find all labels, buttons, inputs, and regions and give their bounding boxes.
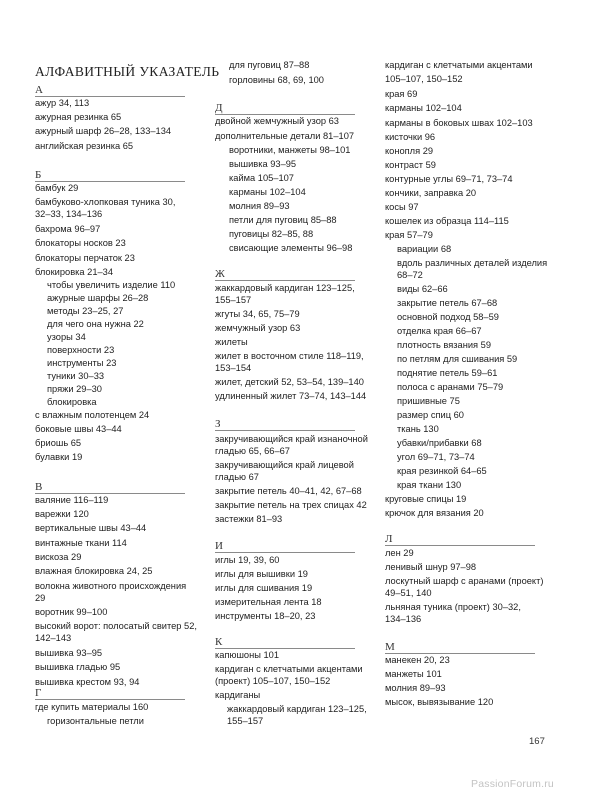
section-letter-g: Г <box>35 687 42 699</box>
index-subentry: убавки/прибавки 68 <box>397 438 482 448</box>
index-entry: где купить материалы 160 <box>35 702 149 712</box>
index-subentry: свисающие элементы 96–98 <box>229 243 353 253</box>
index-subentry: края ткани 130 <box>397 480 462 490</box>
index-subentry: пуговицы 82–85, 88 <box>229 229 314 239</box>
index-subentry: карманы 102–104 <box>229 187 306 197</box>
index-subentry: для пуговиц 87–88 <box>229 60 310 70</box>
index-entry: вискоза 29 <box>35 552 82 562</box>
index-subentry: основной подход 58–59 <box>397 312 499 322</box>
index-entry: винтажные ткани 114 <box>35 538 127 548</box>
index-entry: иглы для вышивки 19 <box>215 569 308 579</box>
index-entry: крючок для вязания 20 <box>385 508 484 518</box>
index-entry: вышивка крестом 93, 94 <box>35 677 140 687</box>
index-subentry: туники 30–33 <box>47 371 105 381</box>
index-entry: 142–143 <box>35 633 72 643</box>
section-letter-z: З <box>215 418 221 430</box>
index-entry: лен 29 <box>385 548 414 558</box>
index-entry: волокна животного происхождения <box>35 581 187 591</box>
index-entry: закрытие петель на трех спицах 42 <box>215 500 367 510</box>
index-subentry: воротники, манжеты 98–101 <box>229 145 351 155</box>
index-entry: края 57–79 <box>385 230 433 240</box>
index-subentry: поднятие петель 59–61 <box>397 368 498 378</box>
index-entry: кардиганы <box>215 690 261 700</box>
index-entry: 134–136 <box>385 614 422 624</box>
index-entry: края 69 <box>385 89 418 99</box>
index-entry: кисточки 96 <box>385 132 436 142</box>
watermark: PassionForum.ru <box>471 778 554 790</box>
index-entry: 105–107, 150–152 <box>385 74 463 84</box>
index-entry: застежки 81–93 <box>215 514 283 524</box>
index-entry: закрытие петель 40–41, 42, 67–68 <box>215 486 362 496</box>
index-entry: жгуты 34, 65, 75–79 <box>215 309 300 319</box>
index-subentry: вдоль различных деталей изделия <box>397 258 548 268</box>
index-entry: карманы 102–104 <box>385 103 462 113</box>
index-entry: с влажным полотенцем 24 <box>35 410 150 420</box>
index-subentry: молния 89–93 <box>229 201 290 211</box>
index-subentry: вышивка 93–95 <box>229 159 297 169</box>
index-entry: карманы в боковых швах 102–103 <box>385 118 533 128</box>
index-entry: косы 97 <box>385 202 419 212</box>
section-divider <box>215 280 355 281</box>
index-entry: гладью 65, 66–67 <box>215 446 290 456</box>
index-entry: воротник 99–100 <box>35 607 108 617</box>
index-entry: 155–157 <box>215 295 252 305</box>
index-subentry: узоры 34 <box>47 332 86 342</box>
index-subentry: жаккардовый кардиган 123–125, <box>227 704 367 714</box>
section-letter-d: Д <box>215 102 223 114</box>
section-letter-k: К <box>215 636 223 648</box>
index-subentry: блокировка <box>47 397 97 407</box>
index-subentry: отделка края 66–67 <box>397 326 482 336</box>
index-entry: (проект) 105–107, 150–152 <box>215 676 331 686</box>
index-entry: высокий ворот: полосатый свитер 52, <box>35 621 197 631</box>
index-entry: капюшоны 101 <box>215 650 279 660</box>
index-entry: конопля 29 <box>385 146 434 156</box>
index-entry: ленивый шнур 97–98 <box>385 562 477 572</box>
index-entry: блокаторы носков 23 <box>35 238 126 248</box>
index-entry: варежки 120 <box>35 509 89 519</box>
index-subentry: пришивные 75 <box>397 396 460 406</box>
index-entry: английская резинка 65 <box>35 141 134 151</box>
index-entry: мысок, вывязывание 120 <box>385 697 494 707</box>
page-title: АЛФАВИТНЫЙ УКАЗАТЕЛЬ <box>35 64 220 79</box>
index-entry: дополнительные детали 81–107 <box>215 131 355 141</box>
index-entry: жилеты <box>215 337 248 347</box>
section-letter-a: А <box>35 84 43 96</box>
index-entry: вышивка 93–95 <box>35 648 103 658</box>
index-entry: кончики, заправка 20 <box>385 188 477 198</box>
index-subentry: петли для пуговиц 85–88 <box>229 215 337 225</box>
section-letter-b: Б <box>35 169 42 181</box>
index-subentry: вариации 68 <box>397 244 452 254</box>
index-entry: ажурная резинка 65 <box>35 112 122 122</box>
index-entry: бриошь 65 <box>35 438 82 448</box>
section-letter-v: В <box>35 481 43 493</box>
index-entry: бахрома 96–97 <box>35 224 101 234</box>
index-entry: ажурный шарф 26–28, 133–134 <box>35 126 172 136</box>
section-letter-zh: Ж <box>215 268 225 280</box>
index-entry: ажур 34, 113 <box>35 98 90 108</box>
index-subentry: горловины 68, 69, 100 <box>229 75 324 85</box>
index-entry: бамбуково-хлопковая туника 30, <box>35 197 176 207</box>
index-subentry: полоса с аранами 75–79 <box>397 382 504 392</box>
index-subentry: плотность вязания 59 <box>397 340 492 350</box>
index-subentry: чтобы увеличить изделие 110 <box>47 280 176 290</box>
index-entry: 153–154 <box>215 363 252 373</box>
index-entry: удлиненный жилет 73–74, 143–144 <box>215 391 367 401</box>
index-subentry: методы 23–25, 27 <box>47 306 124 316</box>
index-entry: иглы 19, 39, 60 <box>215 555 280 565</box>
section-letter-l: Л <box>385 533 393 545</box>
index-subentry: размер спиц 60 <box>397 410 464 420</box>
section-divider <box>35 699 185 700</box>
index-entry: манжеты 101 <box>385 669 442 679</box>
page-number: 167 <box>529 736 545 747</box>
index-subentry: для чего она нужна 22 <box>47 319 144 329</box>
index-entry: кардиган с клетчатыми акцентами <box>215 664 363 674</box>
index-entry: жилет в восточном стиле 118–119, <box>215 351 364 361</box>
index-subentry: ажурные шарфы 26–28 <box>47 293 149 303</box>
index-entry: 29 <box>35 593 46 603</box>
index-entry: влажная блокировка 24, 25 <box>35 566 153 576</box>
index-entry: вышивка гладью 95 <box>35 662 121 672</box>
section-letter-i: И <box>215 540 223 552</box>
section-divider <box>215 430 355 431</box>
index-entry: закручивающийся край лицевой <box>215 460 354 470</box>
index-subentry: 68–72 <box>397 270 423 280</box>
index-entry: 32–33, 134–136 <box>35 209 103 219</box>
index-entry: лоскутный шарф с аранами (проект) <box>385 576 544 586</box>
index-subentry: 155–157 <box>227 716 264 726</box>
index-entry: блокаторы перчаток 23 <box>35 253 135 263</box>
section-divider <box>385 545 535 546</box>
index-entry: жемчужный узор 63 <box>215 323 301 333</box>
index-entry: контурные углы 69–71, 73–74 <box>385 174 513 184</box>
index-entry: контраст 59 <box>385 160 436 170</box>
index-subentry: пряжи 29–30 <box>47 384 102 394</box>
index-entry: вертикальные швы 43–44 <box>35 523 147 533</box>
index-entry: молния 89–93 <box>385 683 446 693</box>
index-entry: валяние 116–119 <box>35 495 109 505</box>
index-subentry: виды 62–66 <box>397 284 448 294</box>
index-entry: инструменты 18–20, 23 <box>215 611 316 621</box>
index-entry: круговые спицы 19 <box>385 494 467 504</box>
index-entry: закручивающийся край изнаночной <box>215 434 368 444</box>
index-entry: жаккардовый кардиган 123–125, <box>215 283 355 293</box>
index-entry: иглы для сшивания 19 <box>215 583 313 593</box>
index-entry: кошелек из образца 114–115 <box>385 216 509 226</box>
index-subentry: поверхности 23 <box>47 345 115 355</box>
section-letter-m: М <box>385 641 395 653</box>
index-entry: кардиган с клетчатыми акцентами <box>385 60 533 70</box>
index-entry: льняная туника (проект) 30–32, <box>385 602 521 612</box>
index-entry: боковые швы 43–44 <box>35 424 122 434</box>
index-subentry: края резинкой 64–65 <box>397 466 487 476</box>
index-entry: гладью 67 <box>215 472 259 482</box>
index-subentry: угол 69–71, 73–74 <box>397 452 475 462</box>
index-entry: манекен 20, 23 <box>385 655 450 665</box>
index-subentry: кайма 105–107 <box>229 173 294 183</box>
index-entry: измерительная лента 18 <box>215 597 322 607</box>
index-subentry: ткань 130 <box>397 424 439 434</box>
index-subentry: закрытие петель 67–68 <box>397 298 498 308</box>
index-entry: двойной жемчужный узор 63 <box>215 116 339 126</box>
section-divider <box>215 552 355 553</box>
index-entry: 49–51, 140 <box>385 588 432 598</box>
index-subentry: по петлям для сшивания 59 <box>397 354 518 364</box>
index-entry: бамбук 29 <box>35 183 79 193</box>
index-entry: жилет, детский 52, 53–54, 139–140 <box>215 377 364 387</box>
index-entry: блокировка 21–34 <box>35 267 114 277</box>
index-entry: булавки 19 <box>35 452 83 462</box>
index-subentry: инструменты 23 <box>47 358 117 368</box>
index-subentry: горизонтальные петли <box>47 716 144 726</box>
